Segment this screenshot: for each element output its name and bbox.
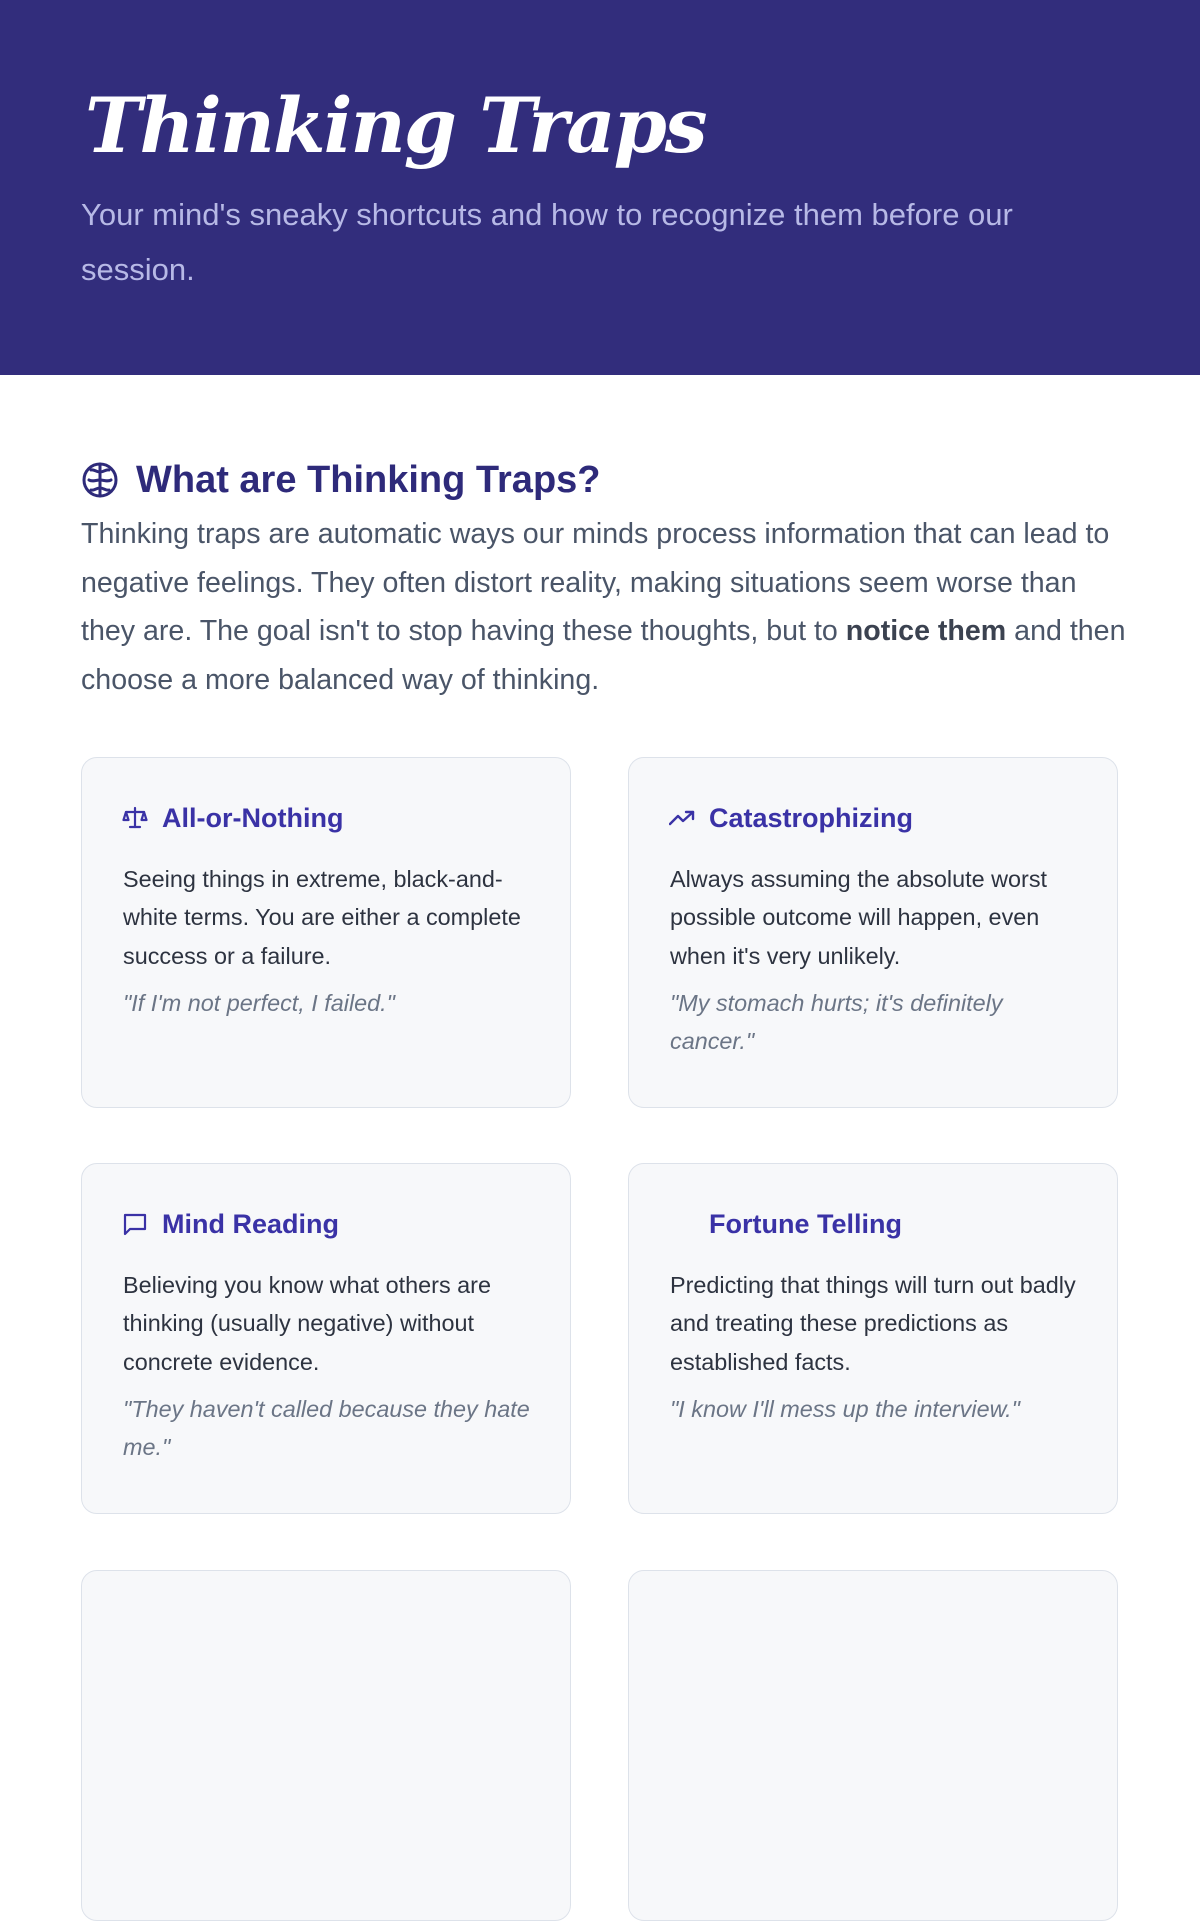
intro-heading-row — [81, 455, 601, 505]
trap-card-fortune-telling — [628, 1163, 1118, 1514]
intro-text-bold: notice them — [845, 615, 1007, 648]
trap-card-description: Predicting that things will turn out badly and treating these predictions as established facts. — [670, 1272, 1076, 1375]
trap-card-partial — [81, 1570, 571, 1921]
trap-card-example: "If I'm not perfect, I failed." — [123, 990, 395, 1016]
trap-card-mind-reading — [81, 1163, 571, 1514]
intro-paragraph — [81, 510, 1126, 704]
trap-card-example: "They haven't called because they hate me." — [123, 1396, 530, 1461]
intro-text-after: and then choose a more balanced way of thinking. — [81, 615, 1126, 696]
trap-card-title: All-or-Nothing — [162, 802, 344, 833]
trap-card-description: Seeing things in extreme, black-and-white terms. You are either a complete success or a failure. — [123, 866, 521, 969]
intro-text-before: Thinking traps are automatic ways our minds process information that can lead to negative feelings. They often distort reality, making situations seem worse than they are. The goal isn't to stop having these thoughts, but to — [81, 518, 1110, 648]
trap-card-partial — [628, 1570, 1118, 1921]
blank-icon — [669, 1211, 695, 1237]
trap-card-header — [122, 798, 343, 838]
trap-card-all-or-nothing — [81, 757, 571, 1108]
trap-card-header — [669, 1204, 902, 1244]
scale-icon — [122, 805, 148, 831]
trap-card-description: Always assuming the absolute worst possible outcome will happen, even when it's very unlikely. — [670, 866, 1048, 969]
trap-card-title: Mind Reading — [162, 1208, 339, 1239]
trap-card-description: Believing you know what others are thinking (usually negative) without concrete evidence. — [123, 1272, 491, 1375]
intro-heading: What are Thinking Traps? — [136, 459, 601, 501]
trap-card-example: "My stomach hurts; it's definitely cancer." — [670, 990, 1003, 1055]
trap-card-example: "I know I'll mess up the interview." — [670, 1396, 1020, 1422]
page-title: Thinking Traps — [85, 81, 706, 170]
trap-card-header — [122, 1204, 339, 1244]
trending-up-icon — [669, 805, 695, 831]
speech-bubble-icon — [122, 1211, 148, 1237]
brain-icon — [81, 461, 119, 499]
page-subtitle: Your mind's sneaky shortcuts and how to recognize them before our session. — [81, 197, 1013, 287]
trap-card-catastrophizing — [628, 757, 1118, 1108]
page-header — [0, 0, 1200, 375]
trap-card-title: Catastrophizing — [709, 802, 914, 833]
trap-card-header — [669, 798, 913, 838]
trap-card-title: Fortune Telling — [709, 1208, 902, 1239]
